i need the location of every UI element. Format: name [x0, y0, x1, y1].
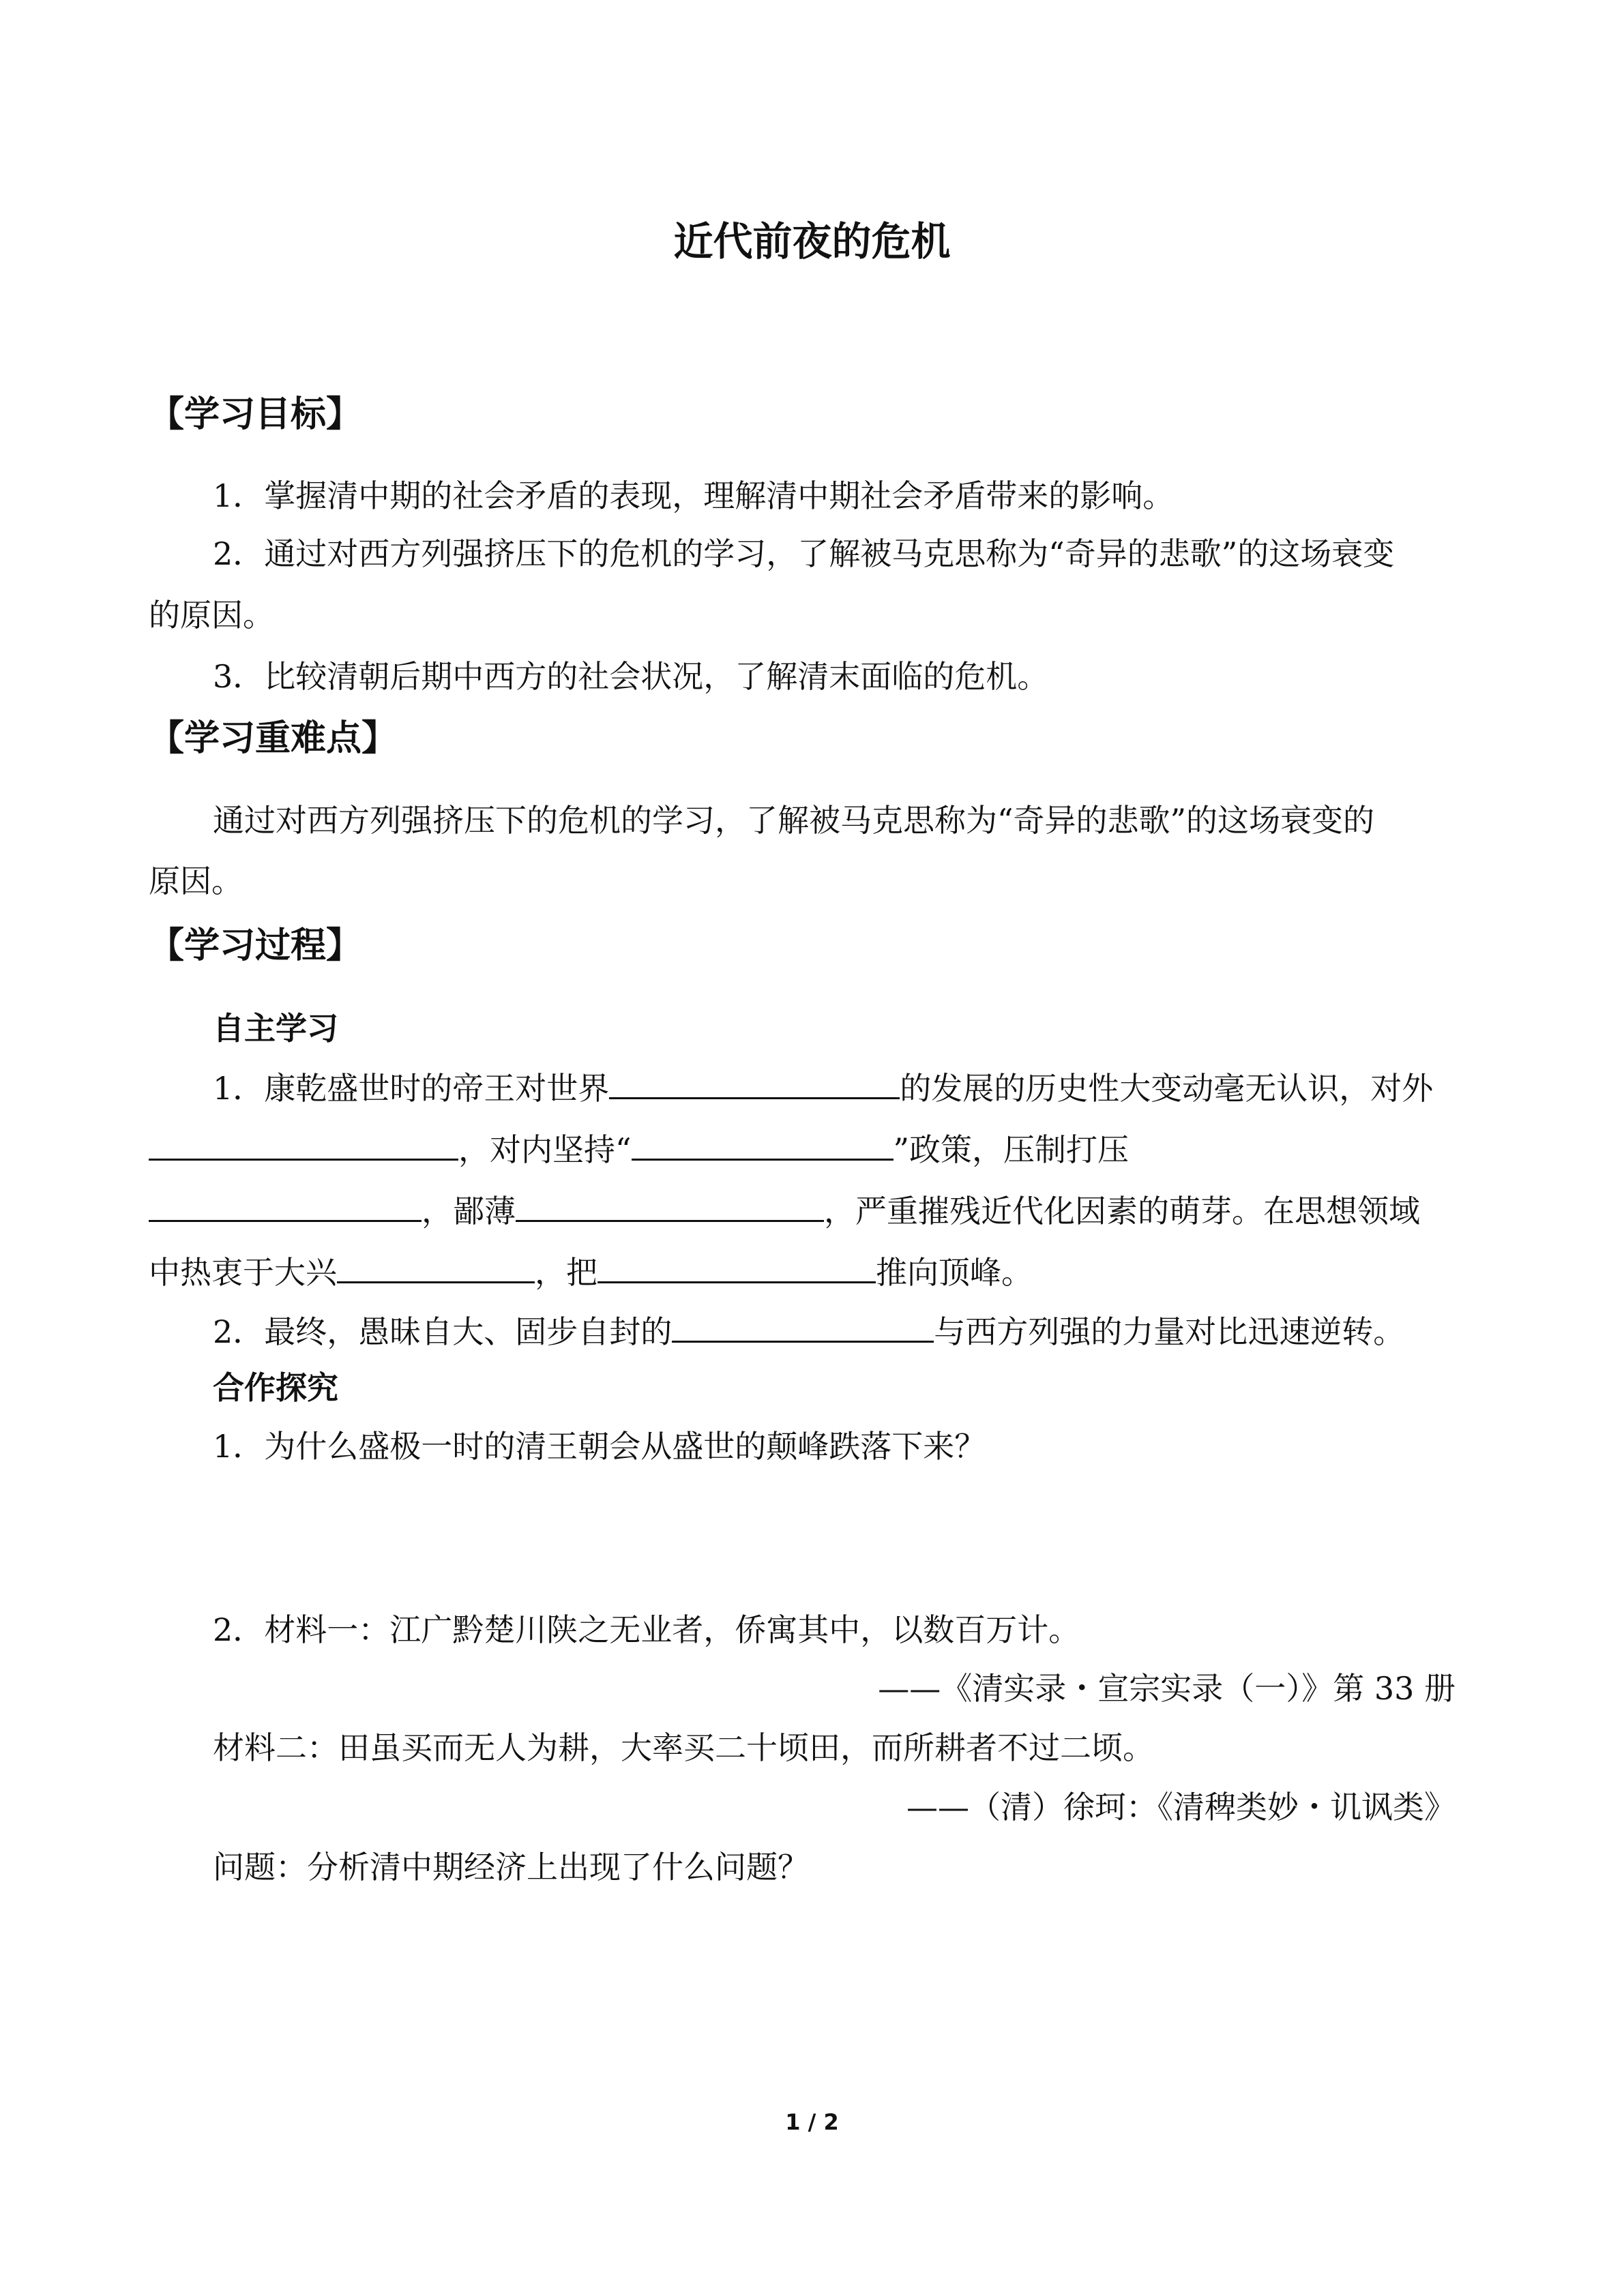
- question-text: 2．最终，愚昧自大、固步自封的: [213, 1313, 673, 1350]
- section-heading-process: 【学习过程】: [149, 925, 362, 966]
- goal-1: 1．掌握清中期的社会矛盾的表现，理解清中期社会矛盾带来的影响。: [213, 477, 1175, 514]
- material-2-source: ——（清）徐珂：《清稗类妙・讥讽类》: [906, 1789, 1456, 1825]
- inquiry-question-1: 1．为什么盛极一时的清王朝会从盛世的颠峰跌落下来？: [213, 1428, 986, 1465]
- question-text: ，对内坚持“: [458, 1131, 632, 1168]
- answer-blank-8[interactable]: [672, 1311, 934, 1343]
- question-text: ，把: [535, 1254, 597, 1291]
- question-text: ”政策，压制打压: [893, 1131, 1130, 1168]
- fill-question-1-line-3: [149, 1190, 1420, 1232]
- section-heading-key-points: 【学习重难点】: [149, 718, 398, 759]
- key-points-line-1: 通过对西方列强挤压下的危机的学习，了解被马克思称为“奇异的悲歌”的这场衰变的: [213, 802, 1375, 839]
- goal-3: 3．比较清朝后期中西方的社会状况，了解清末面临的危机。: [213, 658, 1049, 695]
- cooperative-inquiry-heading: 合作探究: [213, 1369, 338, 1406]
- answer-blank-3[interactable]: [632, 1129, 894, 1161]
- material-1-source: ——《清实录・宣宗实录（一）》第 33 册: [878, 1670, 1456, 1707]
- answer-blank-4[interactable]: [149, 1190, 422, 1222]
- question-text: 1．康乾盛世时的帝王对世界: [213, 1070, 610, 1107]
- question-text: 推向顶峰。: [876, 1254, 1033, 1291]
- page-title: 近代前夜的危机: [673, 218, 951, 265]
- fill-question-2: [213, 1311, 1404, 1352]
- goal-2-line-2: 的原因。: [149, 597, 274, 633]
- answer-blank-6[interactable]: [337, 1251, 535, 1283]
- question-text: 中热衷于大兴: [149, 1254, 337, 1291]
- answer-blank-1[interactable]: [609, 1067, 900, 1099]
- page-number: 1 / 2: [785, 2109, 839, 2135]
- goal-2-line-1: 2．通过对西方列强挤压下的危机的学习，了解被马克思称为“奇异的悲歌”的这场衰变: [213, 535, 1395, 572]
- fill-question-1-line-1: [213, 1067, 1433, 1109]
- question-text: 与西方列强的力量对比迅速逆转。: [934, 1313, 1405, 1350]
- answer-blank-5[interactable]: [516, 1190, 824, 1222]
- question-text: ，严重摧残近代化因素的萌芽。在思想领域: [824, 1193, 1420, 1229]
- question-text: ，鄙薄: [422, 1193, 516, 1229]
- answer-blank-2[interactable]: [149, 1129, 458, 1161]
- self-study-heading: 自主学习: [213, 1010, 338, 1047]
- material-2: 材料二：田虽买而无人为耕，大率买二十顷田，而所耕者不过二顷。: [213, 1729, 1154, 1766]
- question-text: 的发展的历史性大变动毫无认识，对外: [900, 1070, 1434, 1107]
- answer-blank-7[interactable]: [597, 1251, 876, 1283]
- fill-question-1-line-2: [149, 1129, 1129, 1170]
- key-points-line-2: 原因。: [149, 863, 243, 899]
- material-1: 2．材料一：江广黔楚川陕之无业者，侨寓其中，以数百万计。: [213, 1611, 1080, 1648]
- section-heading-goals: 【学习目标】: [149, 394, 362, 435]
- analysis-question: 问题：分析清中期经济上出现了什么问题？: [213, 1849, 809, 1885]
- fill-question-1-line-4: [149, 1251, 1033, 1293]
